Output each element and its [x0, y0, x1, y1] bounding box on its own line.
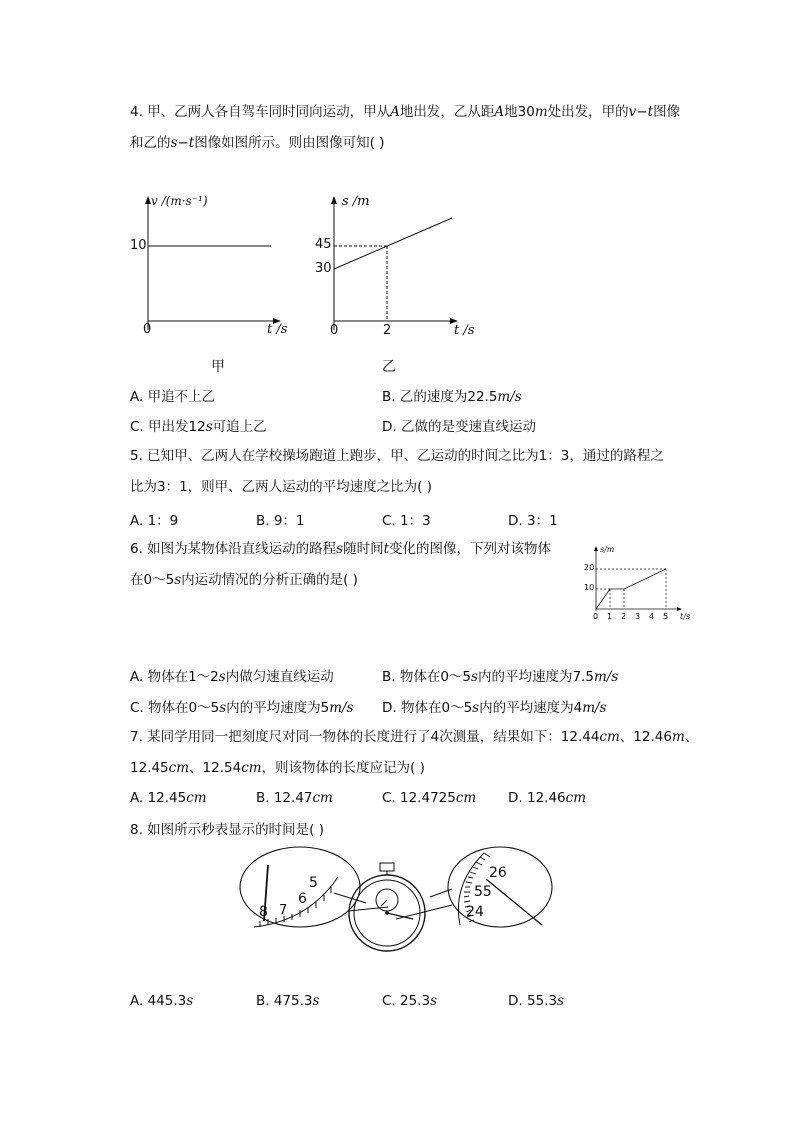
q4-stem-line2: 和乙的s−t图像如图所示。则由图像可知( ): [130, 135, 385, 151]
q6-x-arrow: [677, 607, 682, 611]
vt-ytick: 10: [130, 238, 147, 253]
st-xtick-2: 2: [383, 323, 392, 338]
q6-xtick-0: 0: [593, 612, 599, 621]
q6-option-c[interactable]: C. 物体在0～5s内的平均速度为5m/s: [130, 700, 354, 716]
q4-option-a[interactable]: A. 甲追不上乙: [130, 389, 216, 405]
q6-ytick-10: 10: [584, 583, 595, 592]
stopwatch-crown: [380, 863, 394, 871]
q6-xtick-4: 4: [649, 612, 655, 621]
q6-xlabel: t/s: [680, 612, 691, 621]
q8-option-d[interactable]: D. 55.3s: [508, 993, 564, 1009]
q6-figure: [584, 545, 699, 625]
q5-option-a[interactable]: A. 1：9: [130, 513, 179, 529]
q4-option-b[interactable]: B. 乙的速度为22.5m/s: [382, 389, 522, 405]
minute-dial-ticks: [260, 887, 331, 927]
q7-option-b[interactable]: B. 12.47cm: [256, 790, 333, 806]
minute-label-6: 6: [298, 891, 307, 907]
second-label-55: 55: [474, 884, 492, 900]
q7-option-d[interactable]: D. 12.46cm: [508, 790, 587, 806]
second-dial-zoom: [448, 847, 552, 927]
q6-line: [596, 569, 666, 609]
q5-stem-line1: 5. 已知甲、乙两人在学校操场跑道上跑步，甲、乙运动的时间之比为1：3，通过的路程之: [130, 448, 664, 464]
q4-figure-st: [310, 190, 480, 375]
vt-xlabel: t /s: [267, 322, 288, 337]
st-line: [334, 218, 452, 269]
q6-stem-line1: 6. 如图为某物体沿直线运动的路程s随时间t变化的图像，下列对该物体: [130, 541, 552, 557]
q7-option-a[interactable]: A. 12.45cm: [130, 790, 207, 806]
q4-option-c[interactable]: C. 甲出发12s可追上乙: [130, 419, 267, 435]
q6-option-a[interactable]: A. 物体在1～2s内做匀速直线运动: [130, 669, 334, 685]
st-y-arrow: [331, 196, 337, 204]
vt-origin: 0: [143, 322, 152, 337]
q6-xtick-3: 3: [635, 612, 641, 621]
connector-left-top: [334, 893, 366, 903]
q5-option-c[interactable]: C. 1：3: [382, 513, 431, 529]
vt-ylabel: v /(m·s⁻¹): [151, 194, 208, 208]
q8-option-b[interactable]: B. 475.3s: [256, 993, 320, 1009]
st-ytick-30: 30: [315, 261, 332, 276]
q8-option-c[interactable]: C. 25.3s: [382, 993, 438, 1009]
minute-label-8: 8: [259, 904, 268, 920]
vt-caption: 甲: [211, 359, 225, 375]
stopwatch-drawing: [238, 845, 558, 955]
q6-ylabel: s/m: [600, 545, 615, 554]
stopwatch-center: [385, 911, 389, 915]
q5-stem-line2: 比为3：1，则甲、乙两人运动的平均速度之比为( ): [130, 479, 433, 495]
q6-ytick-20: 20: [584, 563, 595, 572]
q5-option-d[interactable]: D. 3：1: [508, 513, 558, 529]
st-ylabel: s /m: [342, 194, 370, 209]
q6-option-b[interactable]: B. 物体在0～5s内的平均速度为7.5m/s: [382, 669, 619, 685]
st-origin: 0: [330, 323, 339, 338]
q7-option-c[interactable]: C. 12.4725cm: [382, 790, 477, 806]
q4-stem-line1: 4. 甲、乙两人各自驾车同时同向运动，甲从A地出发，乙从距A地30m处出发，甲的v−t图像: [130, 104, 681, 120]
st-caption: 乙: [382, 359, 396, 375]
q5-option-b[interactable]: B. 9：1: [256, 513, 305, 529]
second-label-26: 26: [489, 865, 507, 881]
q8-option-a[interactable]: A. 445.3s: [130, 993, 194, 1009]
q7-stem-line2: 12.45cm、12.54cm，则该物体的长度应记为( ): [130, 760, 425, 776]
second-label-24: 24: [466, 904, 484, 920]
q6-xtick-1: 1: [607, 612, 613, 621]
second-dial-pointer: [486, 879, 542, 925]
st-ytick-45: 45: [315, 237, 332, 252]
q8-stopwatch-figure: [238, 845, 558, 955]
q6-y-arrow: [594, 546, 598, 551]
q8-stem: 8. 如图所示秒表显示的时间是( ): [130, 822, 324, 838]
q4-option-d[interactable]: D. 乙做的是变速直线运动: [382, 419, 536, 435]
q6-xtick-5: 5: [663, 612, 669, 621]
q7-stem-line1: 7. 某同学用同一把刻度尺对同一物体的长度进行了4次测量，结果如下：12.44cm、12.46m、: [130, 729, 699, 745]
q4-figure-vt: [125, 190, 295, 375]
st-xlabel: t /s: [454, 323, 475, 338]
q6-xtick-2: 2: [621, 612, 627, 621]
q6-stem-line2: 在0～5s内运动情况的分析正确的是( ): [130, 572, 358, 588]
q6-option-d[interactable]: D. 物体在0～5s内的平均速度为4m/s: [382, 700, 607, 716]
minute-label-5: 5: [309, 875, 318, 891]
minute-label-7: 7: [279, 903, 288, 918]
stopwatch-subdial-hand: [381, 900, 387, 906]
